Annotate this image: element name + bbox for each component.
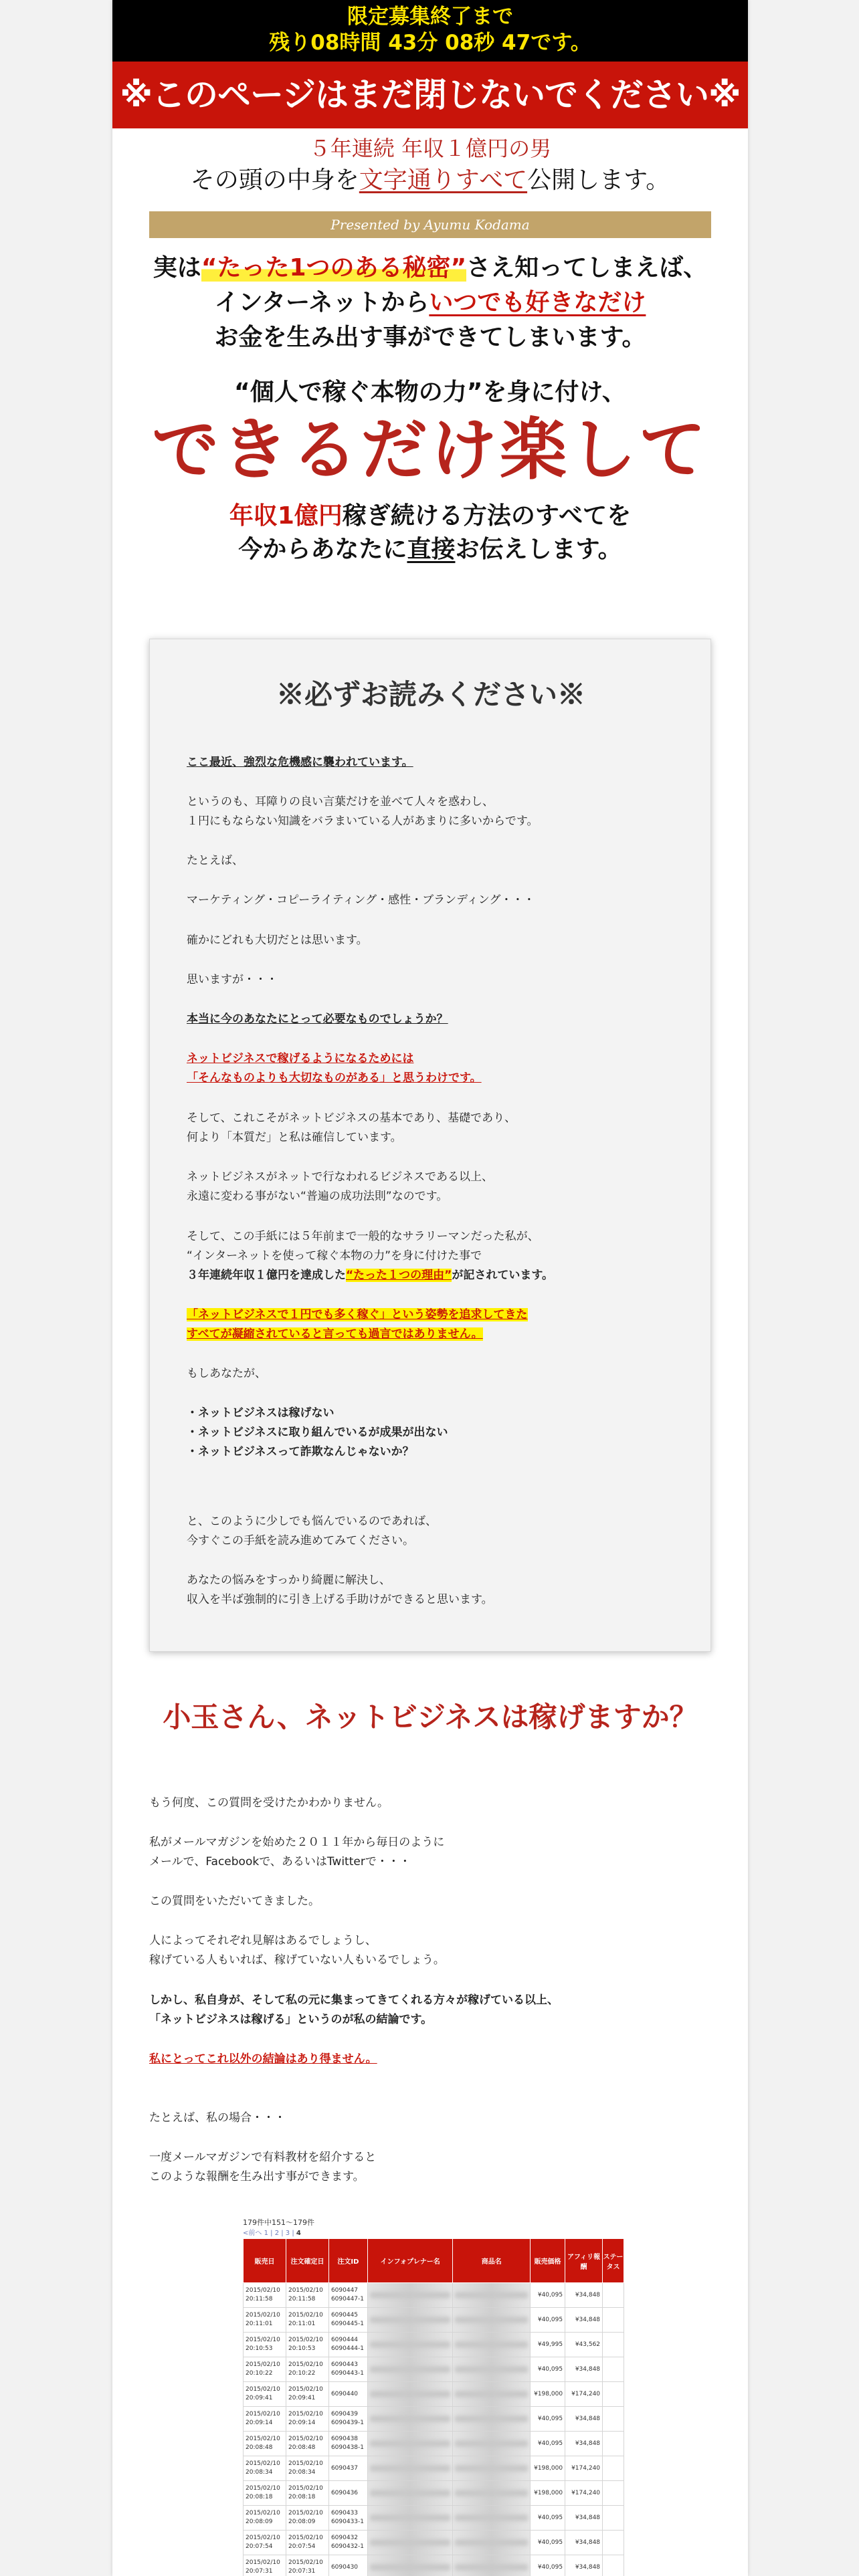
cell-confirm-date (286, 2308, 328, 2333)
read-p10 (187, 1168, 682, 1206)
read-p14 (187, 1512, 682, 1551)
cell-order-id-sub: 6090432-1 (330, 2543, 364, 2550)
cell-order-id-sub: 6090443-1 (330, 2370, 364, 2377)
cell-product-blurred (453, 2456, 531, 2481)
headline-sub2-red: 文字通りすべて (359, 167, 528, 194)
cell-sale-date-time: 20:10:22 (246, 2370, 273, 2377)
cell-sale-date-day: 2015/02/10 (246, 2361, 280, 2368)
cell-sale-date-time: 20:08:18 (246, 2494, 273, 2500)
s2-p3: この質問をいただいてきました。 (149, 1895, 320, 1908)
cell-confirm-date-day: 2015/02/10 (288, 2386, 323, 2393)
cell-sale-date (244, 2357, 286, 2382)
cell-sale-date-time: 20:08:34 (246, 2469, 273, 2476)
read-p9 (187, 1109, 682, 1148)
hero-line-4: “個人で稼ぐ本物の力”を身に付け、 (234, 379, 626, 406)
cell-price: ¥40,095 (531, 2432, 565, 2456)
cell-reward: ¥174,240 (565, 2456, 603, 2481)
read-p11c-mark: “たった１つの理由” (346, 1269, 452, 1282)
cell-status (603, 2555, 624, 2576)
s2-p2 (149, 1833, 711, 1872)
cell-infopreneur-blurred (367, 2432, 453, 2456)
hero-line-2 (112, 286, 748, 320)
countdown-banner (112, 0, 748, 62)
cell-sale-date (244, 2432, 286, 2456)
read-p7: 本当に今のあなたにとって必要なものでしょうか？ (187, 1012, 448, 1026)
cell-confirm-date-day: 2015/02/10 (288, 2559, 323, 2566)
must-read-title: ※必ずお読みください※ (276, 678, 585, 711)
cell-order-id-sub: 6090438-1 (330, 2444, 364, 2451)
cell-product-blurred (453, 2382, 531, 2407)
s2-p4 (149, 1931, 711, 1970)
cell-sale-date (244, 2407, 286, 2432)
read-p9a: そして、これこそがネットビジネスの基本であり、基礎であり、 (187, 1111, 516, 1125)
read-p11 (187, 1227, 682, 1285)
cell-sale-date-day: 2015/02/10 (246, 2535, 280, 2541)
hero-line-5 (112, 500, 748, 533)
cell-order-id-sub: 6090439-1 (330, 2420, 364, 2426)
cell-sale-date-time: 20:07:54 (246, 2543, 273, 2550)
sales-table-header-row (244, 2239, 624, 2283)
read-p14a: と、このように少しでも悩んでいるのであれば、 (187, 1515, 437, 1528)
cell-sale-date-day: 2015/02/10 (246, 2287, 280, 2294)
col-sale-date: 販売日 (244, 2239, 286, 2283)
cell-reward: ¥34,848 (565, 2308, 603, 2333)
read-p1: ここ最近、強烈な危機感に襲われています。 (187, 756, 413, 769)
cell-status (603, 2531, 624, 2555)
read-p14b: 今すぐこの手紙を読み進めてみてください。 (187, 1534, 414, 1547)
table-row (244, 2382, 624, 2407)
cell-reward: ¥34,848 (565, 2283, 603, 2308)
cell-confirm-date-time: 20:08:34 (288, 2469, 316, 2476)
cell-confirm-date-day: 2015/02/10 (288, 2312, 323, 2319)
cell-confirm-date-time: 20:11:58 (288, 2296, 316, 2302)
cell-order-id (328, 2531, 367, 2555)
hero-line-1 (112, 251, 748, 285)
cell-status (603, 2407, 624, 2432)
cell-product-blurred (453, 2308, 531, 2333)
cell-infopreneur-blurred (367, 2481, 453, 2506)
table-row (244, 2283, 624, 2308)
cell-confirm-date (286, 2531, 328, 2555)
cell-sale-date-time: 20:09:41 (246, 2395, 273, 2401)
cell-infopreneur-blurred (367, 2283, 453, 2308)
cell-confirm-date (286, 2357, 328, 2382)
cell-order-id-main: 6090433 (330, 2510, 359, 2516)
hero-big-text: できるだけ楽して (152, 410, 708, 489)
col-price: 販売価格 (531, 2239, 565, 2283)
cell-confirm-date-day: 2015/02/10 (288, 2287, 323, 2294)
cell-confirm-date (286, 2481, 328, 2506)
s2-p4a: 人によってそれぞれ見解はあるでしょうし、 (149, 1934, 377, 1947)
headline-sub2-post: 公開します。 (527, 167, 670, 194)
cell-status (603, 2382, 624, 2407)
read-p4: マーケティング・コピーライティング・感性・ブランディング・・・ (187, 893, 535, 907)
do-not-close-warning: ※このページはまだ閉じないでください※ (112, 62, 748, 128)
cell-confirm-date (286, 2555, 328, 2576)
cell-sale-date (244, 2531, 286, 2555)
read-p11a: そして、この手紙には５年前まで一般的なサラリーマンだった私が、 (187, 1230, 539, 1243)
read-bullet-2: ・ネットビジネスに取り組んでいるが成果が出ない (187, 1426, 448, 1439)
cell-sale-date (244, 2382, 286, 2407)
cell-order-id-main: 6090439 (330, 2411, 359, 2418)
s2-p6: 私にとってこれ以外の結論はあり得ません。 (149, 2052, 377, 2066)
read-bullets (187, 1404, 682, 1462)
cell-order-id (328, 2357, 367, 2382)
cell-sale-date (244, 2308, 286, 2333)
cell-product-blurred (453, 2481, 531, 2506)
read-p2b: １円にもならない知識をバラまいている人があまりに多いからです。 (187, 815, 539, 828)
cell-sale-date-time: 20:07:31 (246, 2568, 273, 2575)
cell-order-id-main: 6090438 (330, 2436, 359, 2442)
countdown-line1: 限定募集終了まで (347, 5, 513, 29)
table-row (244, 2506, 624, 2531)
cell-sale-date (244, 2333, 286, 2357)
pager-page-3[interactable]: 3 (285, 2230, 290, 2237)
cell-sale-date (244, 2456, 286, 2481)
cell-order-id-main: 6090447 (330, 2287, 359, 2294)
cell-status (603, 2481, 624, 2506)
cell-confirm-date-time: 20:09:14 (288, 2420, 316, 2426)
hero-l6-post: お伝えします。 (455, 536, 622, 563)
page (112, 0, 748, 2576)
cell-reward: ¥174,240 (565, 2382, 603, 2407)
cell-confirm-date-time: 20:11:01 (288, 2321, 316, 2327)
read-p12 (187, 1305, 682, 1344)
cell-confirm-date-day: 2015/02/10 (288, 2411, 323, 2418)
hero-line-3: お金を生み出す事ができてしまいます。 (214, 324, 646, 351)
table-row (244, 2531, 624, 2555)
cell-price: ¥40,095 (531, 2506, 565, 2531)
read-p2 (187, 792, 682, 831)
cell-infopreneur-blurred (367, 2333, 453, 2357)
cell-confirm-date-day: 2015/02/10 (288, 2436, 323, 2442)
read-bullet-1: ・ネットビジネスは稼げない (187, 1406, 335, 1420)
col-confirm-date: 注文確定日 (286, 2239, 328, 2283)
cell-confirm-date (286, 2506, 328, 2531)
cell-product-blurred (453, 2432, 531, 2456)
hero-l2-pre: インターネットから (214, 289, 430, 316)
hero-l2-red: いつでも好きなだけ (429, 289, 646, 316)
read-p11b: “インターネットを使って稼ぐ本物の力”を身に付けた事で (187, 1249, 482, 1263)
read-p15a: あなたの悩みをすっかり綺麗に解決し、 (187, 1574, 391, 1587)
cell-sale-date-day: 2015/02/10 (246, 2411, 280, 2418)
s2-p2b: メールで、Facebookで、あるいはTwitterで・・・ (149, 1855, 411, 1868)
col-order-id: 注文ID (328, 2239, 367, 2283)
cell-price: ¥40,095 (531, 2531, 565, 2555)
cell-confirm-date-time: 20:10:53 (288, 2345, 316, 2352)
cell-product-blurred (453, 2283, 531, 2308)
read-p9b: 何より「本質だ」と私は確信しています。 (187, 1131, 402, 1144)
cell-confirm-date (286, 2407, 328, 2432)
cell-sale-date-day: 2015/02/10 (246, 2559, 280, 2566)
table-row (244, 2333, 624, 2357)
sales-table-pager: <前へ 1 | 2 | 3 | 4 (243, 2230, 301, 2237)
cell-confirm-date (286, 2283, 328, 2308)
read-p8 (187, 1049, 682, 1088)
sales-table-screenshot (243, 2217, 624, 2576)
must-read-box (149, 639, 711, 1652)
headline-sub2 (112, 165, 748, 197)
read-bullet-3: ・ネットビジネスって詐欺なんじゃないか？ (187, 1445, 414, 1459)
cell-order-id (328, 2506, 367, 2531)
cell-product-blurred (453, 2506, 531, 2531)
cell-status (603, 2456, 624, 2481)
cell-sale-date-time: 20:09:14 (246, 2420, 273, 2426)
sales-table-caption: 179件中151～179件 (243, 2218, 314, 2227)
cell-sale-date (244, 2506, 286, 2531)
cell-confirm-date-time: 20:07:31 (288, 2568, 316, 2575)
read-p8b: 「そんなものよりも大切なものがある」と思うわけです。 (187, 1071, 482, 1085)
table-row (244, 2308, 624, 2333)
cell-sale-date-day: 2015/02/10 (246, 2485, 280, 2492)
cell-reward: ¥34,848 (565, 2357, 603, 2382)
col-infopreneur: インフォプレナー名 (367, 2239, 453, 2283)
cell-confirm-date-day: 2015/02/10 (288, 2361, 323, 2368)
table-row (244, 2407, 624, 2432)
cell-price: ¥40,095 (531, 2283, 565, 2308)
cell-price: ¥40,095 (531, 2555, 565, 2576)
cell-sale-date-time: 20:10:53 (246, 2345, 273, 2352)
s2-p5a: しかし、私自身が、そして私の元に集まってきてくれる方々が稼げている以上、 (149, 1994, 559, 2007)
col-product: 商品名 (453, 2239, 531, 2283)
read-p2a: というのも、耳障りの良い言葉だけを並べて人々を惑わし、 (187, 795, 494, 809)
section2-title: 小玉さん、ネットビジネスは稼げますか？ (163, 1701, 698, 1733)
cell-confirm-date (286, 2382, 328, 2407)
cell-order-id (328, 2382, 367, 2407)
cell-order-id-sub: 6090447-1 (330, 2296, 364, 2302)
read-p12b: すべてが凝縮されていると言っても過言ではありません。 (187, 1327, 483, 1341)
presented-by-bar: Presented by Ayumu Kodama (149, 211, 711, 238)
col-status: ステータス (603, 2239, 624, 2283)
cell-sale-date (244, 2481, 286, 2506)
cell-confirm-date-time: 20:07:54 (288, 2543, 316, 2550)
cell-status (603, 2283, 624, 2308)
s2-p8a: 一度メールマガジンで有料教材を紹介すると (149, 2151, 377, 2164)
cell-reward: ¥34,848 (565, 2407, 603, 2432)
read-p15b: 収入を半ば強制的に引き上げる手助けができると思います。 (187, 1593, 493, 1606)
pager-prev-link[interactable]: <前へ (243, 2230, 262, 2237)
cell-price: ¥49,995 (531, 2333, 565, 2357)
cell-order-id-main: 6090444 (330, 2337, 359, 2343)
cell-product-blurred (453, 2333, 531, 2357)
cell-price: ¥198,000 (531, 2382, 565, 2407)
cell-order-id-sub: 6090445-1 (330, 2321, 364, 2327)
cell-order-id-sub: 6090444-1 (330, 2345, 364, 2352)
cell-infopreneur-blurred (367, 2506, 453, 2531)
cell-status (603, 2432, 624, 2456)
s2-p8b: このような報酬を生み出す事ができます。 (149, 2170, 365, 2183)
hero-l5-post: 稼ぎ続ける方法のすべてを (342, 502, 632, 530)
pager-page-1[interactable]: 1 (264, 2230, 268, 2237)
cell-confirm-date (286, 2333, 328, 2357)
table-row (244, 2456, 624, 2481)
hero-l1-mark: “たった1つのある秘密” (201, 254, 467, 282)
cell-price: ¥40,095 (531, 2357, 565, 2382)
hero-l5-red: 年収1億円 (229, 502, 343, 530)
cell-product-blurred (453, 2407, 531, 2432)
cell-order-id (328, 2555, 367, 2576)
cell-reward: ¥34,848 (565, 2531, 603, 2555)
read-p12a: 「ネットビジネスで１円でも多く稼ぐ」という姿勢を追求してきた (187, 1308, 528, 1321)
cell-order-id-main: 6090436 (330, 2489, 359, 2496)
cell-order-id-main: 6090437 (330, 2464, 359, 2472)
cell-status (603, 2308, 624, 2333)
cell-status (603, 2357, 624, 2382)
cell-order-id (328, 2481, 367, 2506)
cell-product-blurred (453, 2531, 531, 2555)
cell-status (603, 2506, 624, 2531)
cell-order-id-main: 6090440 (330, 2390, 359, 2397)
cell-infopreneur-blurred (367, 2308, 453, 2333)
cell-sale-date-time: 20:11:01 (246, 2321, 273, 2327)
cell-order-id-main: 6090430 (330, 2563, 359, 2571)
cell-sale-date-time: 20:08:48 (246, 2444, 273, 2451)
cell-order-id (328, 2456, 367, 2481)
cell-infopreneur-blurred (367, 2357, 453, 2382)
hero-l6-u: 直接 (407, 536, 456, 563)
cell-infopreneur-blurred (367, 2407, 453, 2432)
cell-confirm-date-time: 20:08:18 (288, 2494, 316, 2500)
headline-sub1: ５年連続 年収１億円の男 (308, 136, 552, 161)
read-p11c (187, 1266, 682, 1285)
countdown-timer: 残り08時間 43分 08秒 47です。 (269, 31, 591, 55)
s2-p5b: 「ネットビジネスは稼げる」というのが私の結論です。 (149, 2013, 433, 2026)
cell-sale-date-time: 20:11:58 (246, 2296, 273, 2302)
cell-confirm-date-day: 2015/02/10 (288, 2485, 323, 2492)
cell-confirm-date-day: 2015/02/10 (288, 2535, 323, 2541)
cell-infopreneur-blurred (367, 2456, 453, 2481)
cell-sale-date-time: 20:08:09 (246, 2518, 273, 2525)
sales-table (243, 2238, 624, 2576)
cell-order-id (328, 2308, 367, 2333)
cell-sale-date (244, 2555, 286, 2576)
cell-reward: ¥174,240 (565, 2481, 603, 2506)
cell-infopreneur-blurred (367, 2555, 453, 2576)
cell-confirm-date-time: 20:09:41 (288, 2395, 316, 2401)
s2-p8 (149, 2148, 711, 2187)
cell-order-id-main: 6090443 (330, 2361, 359, 2368)
cell-product-blurred (453, 2555, 531, 2576)
cell-price: ¥198,000 (531, 2456, 565, 2481)
table-row (244, 2555, 624, 2576)
cell-confirm-date-day: 2015/02/10 (288, 2460, 323, 2467)
hero-l1-post: さえ知ってしまえば、 (466, 254, 708, 282)
s2-p5 (149, 1991, 711, 2030)
table-row (244, 2481, 624, 2506)
cell-infopreneur-blurred (367, 2531, 453, 2555)
read-p10a: ネットビジネスがネットで行なわれるビジネスである以上、 (187, 1170, 493, 1184)
cell-confirm-date-day: 2015/02/10 (288, 2510, 323, 2516)
headline-sub2-pre: その頭の中身を (190, 167, 359, 194)
cell-confirm-date-time: 20:08:09 (288, 2518, 316, 2525)
cell-sale-date-day: 2015/02/10 (246, 2337, 280, 2343)
cell-order-id (328, 2283, 367, 2308)
cell-reward: ¥43,562 (565, 2333, 603, 2357)
cell-confirm-date-day: 2015/02/10 (288, 2337, 323, 2343)
hero-l1-pre: 実は (153, 254, 201, 282)
cell-order-id (328, 2333, 367, 2357)
cell-reward: ¥34,848 (565, 2432, 603, 2456)
cell-sale-date-day: 2015/02/10 (246, 2386, 280, 2393)
read-p13: もしあなたが、 (187, 1367, 266, 1380)
cell-confirm-date-time: 20:10:22 (288, 2370, 316, 2377)
read-p8a: ネットビジネスで稼げるようになるためには (187, 1052, 414, 1065)
read-p15 (187, 1571, 682, 1610)
cell-infopreneur-blurred (367, 2382, 453, 2407)
s2-p2a: 私がメールマガジンを始めた２０１１年から毎日のように (149, 1836, 445, 1849)
cell-confirm-date (286, 2456, 328, 2481)
read-p5: 確かにどれも大切だとは思います。 (187, 934, 368, 947)
cell-sale-date-day: 2015/02/10 (246, 2312, 280, 2319)
cell-order-id-main: 6090445 (330, 2312, 359, 2319)
s2-p1: もう何度、この質問を受けたかわかりません。 (149, 1796, 389, 1810)
read-p3: たとえば、 (187, 854, 244, 867)
hero-line-6 (112, 533, 748, 566)
cell-confirm-date (286, 2432, 328, 2456)
cell-reward: ¥34,848 (565, 2555, 603, 2576)
hero-l6-pre: 今からあなたに (238, 536, 407, 563)
table-row (244, 2432, 624, 2456)
cell-status (603, 2333, 624, 2357)
cell-price: ¥198,000 (531, 2481, 565, 2506)
cell-confirm-date-time: 20:08:48 (288, 2444, 316, 2451)
cell-order-id (328, 2432, 367, 2456)
read-p11c-pre: ３年連続年収１億円を達成した (187, 1269, 346, 1282)
table-row (244, 2357, 624, 2382)
pager-page-2[interactable]: 2 (274, 2230, 280, 2237)
cell-product-blurred (453, 2357, 531, 2382)
s2-p4b: 稼げている人もいれば、稼げていない人もいるでしょう。 (149, 1953, 445, 1967)
cell-sale-date-day: 2015/02/10 (246, 2460, 280, 2467)
read-p10b: 永遠に変わる事がない“普遍の成功法則”なのです。 (187, 1190, 448, 1203)
cell-price: ¥40,095 (531, 2308, 565, 2333)
read-p11c-post: が記されています。 (452, 1269, 553, 1282)
cell-order-id-sub: 6090433-1 (330, 2518, 364, 2525)
cell-price: ¥40,095 (531, 2407, 565, 2432)
cell-sale-date-day: 2015/02/10 (246, 2436, 280, 2442)
cell-order-id-main: 6090432 (330, 2535, 359, 2541)
cell-sale-date-day: 2015/02/10 (246, 2510, 280, 2516)
pager-current: 4 (296, 2230, 301, 2237)
cell-reward: ¥34,848 (565, 2506, 603, 2531)
read-p6: 思いますが・・・ (187, 973, 278, 986)
cell-order-id (328, 2407, 367, 2432)
col-reward: アフィリ報酬 (565, 2239, 603, 2283)
s2-p7: たとえば、私の場合・・・ (149, 2111, 286, 2125)
cell-sale-date (244, 2283, 286, 2308)
